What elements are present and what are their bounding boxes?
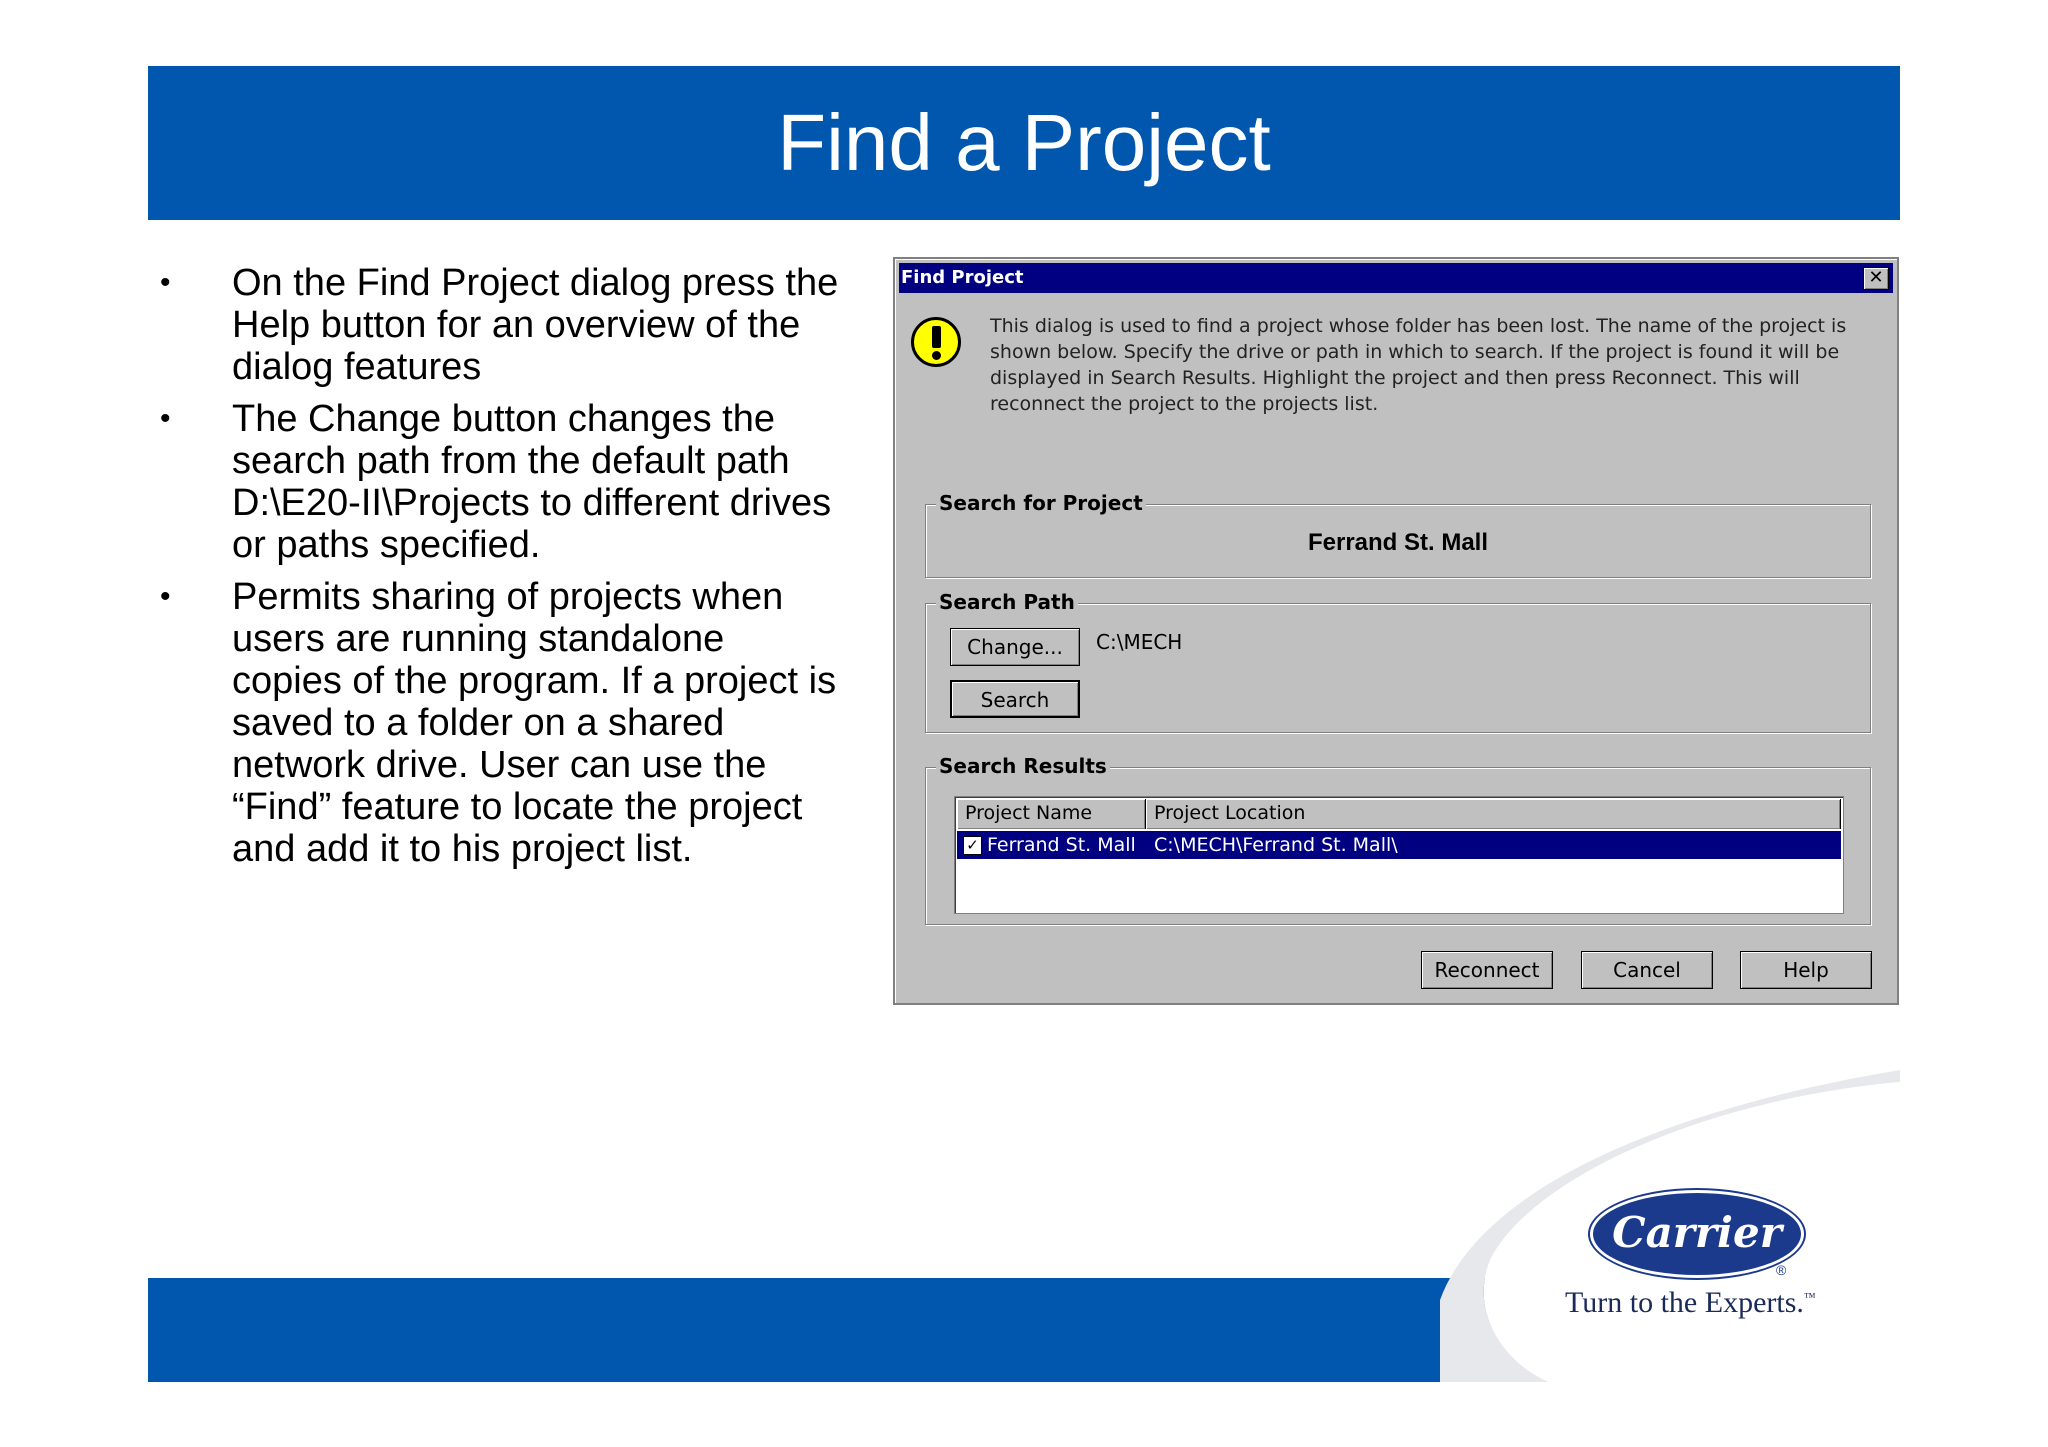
search-button[interactable]: Search — [950, 680, 1080, 718]
results-list[interactable] — [954, 796, 1844, 914]
table-row[interactable] — [957, 831, 1841, 859]
registered-mark: ® — [1776, 1262, 1787, 1278]
bullet-icon: • — [160, 580, 171, 613]
search-path-label: Search Path — [936, 590, 1078, 614]
search-for-project-label: Search for Project — [936, 491, 1146, 515]
carrier-logo: Carrier — [1590, 1190, 1804, 1278]
slide-title-bar — [148, 66, 1900, 220]
tagline: Turn to the Experts.™ — [1565, 1286, 1816, 1319]
row-project-location: C:\MECH\Ferrand St. Mall\ — [1154, 834, 1398, 856]
results-header — [957, 799, 1841, 829]
dialog-title: Find Project — [901, 267, 1024, 288]
search-path-value: C:\MECH — [1096, 630, 1183, 654]
slide-title: Find a Project — [777, 98, 1271, 187]
change-button[interactable]: Change... — [950, 628, 1080, 666]
bullet-list — [160, 262, 840, 880]
dialog-description: This dialog is used to find a project whose folder has been lost. The name of the project is shown below. Specify the drive or path in which to search. If the project is found it will be displayed in Search Results. Highlight the project and then press Reconnect. This will reconnect the project to the projects list. — [990, 315, 1847, 415]
bullet-text: On the Find Project dialog press the Help button for an overview of the dialog features — [232, 262, 839, 388]
close-icon[interactable]: ✕ — [1863, 267, 1889, 290]
column-header-project-location[interactable]: Project Location — [1146, 799, 1841, 829]
bullet-item — [160, 576, 840, 870]
search-results-group — [925, 754, 1871, 925]
checkbox[interactable]: ✓ — [963, 836, 982, 855]
dialog-titlebar[interactable] — [899, 263, 1893, 293]
find-project-dialog — [893, 257, 1899, 1005]
search-results-label: Search Results — [936, 754, 1110, 778]
search-for-project-group — [925, 491, 1871, 578]
bullet-text: The Change button changes the search path from the default path D:\E20-II\Projects to different drives or paths specified. — [232, 398, 832, 566]
row-project-name: Ferrand St. Mall — [987, 834, 1136, 856]
column-header-project-name[interactable]: Project Name — [957, 799, 1146, 829]
bullet-item — [160, 262, 840, 388]
reconnect-button[interactable]: Reconnect — [1421, 951, 1553, 989]
footer-bar — [148, 1278, 1548, 1382]
bullet-icon: • — [160, 402, 171, 435]
bullet-item — [160, 398, 840, 566]
bullet-text: Permits sharing of projects when users are running standalone copies of the program. If a project is saved to a folder on a shared network drive. User can use the “Find” feature to locate the project and add it to his project list. — [232, 576, 837, 870]
warning-icon — [911, 317, 961, 367]
project-name-value: Ferrand St. Mall — [1307, 529, 1489, 556]
cancel-button[interactable]: Cancel — [1581, 951, 1713, 989]
help-button[interactable]: Help — [1740, 951, 1872, 989]
search-path-group — [925, 590, 1871, 733]
bullet-icon: • — [160, 266, 171, 299]
